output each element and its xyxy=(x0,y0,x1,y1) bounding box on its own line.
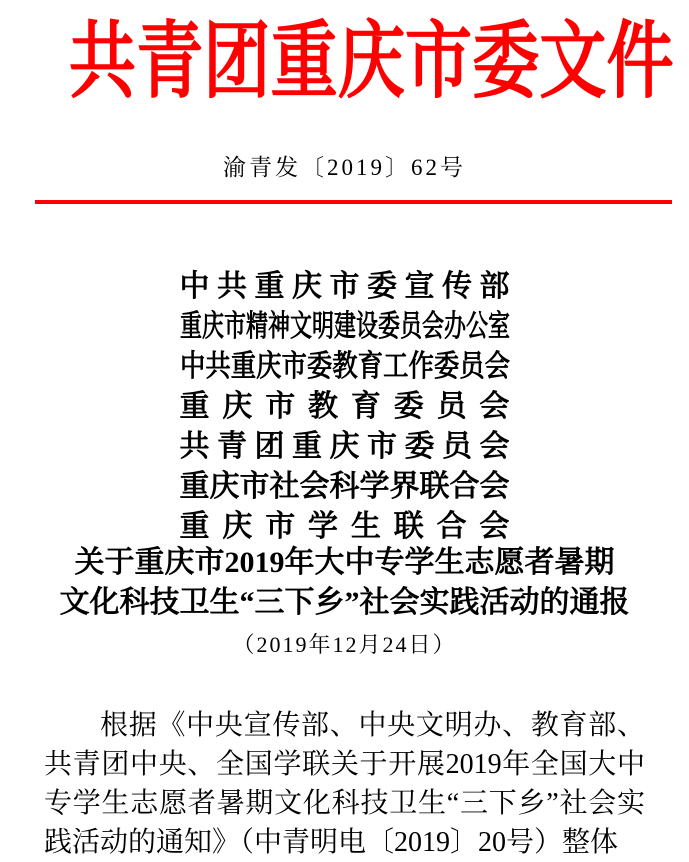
document-title-line-1: 关于重庆市2019年大中专学生志愿者暑期 xyxy=(74,546,615,579)
issuer-organization: 重 庆 市 社 会 科 学 界 联 合 会 xyxy=(179,470,510,503)
issuer-organization: 重 庆 市 学 生 联 合 会 xyxy=(179,510,510,543)
issuer-organization: 重 庆 市 教 育 委 员 会 xyxy=(179,390,510,423)
issuer-organization: 共 青 团 重 庆 市 委 员 会 xyxy=(179,430,510,463)
red-letterhead-title: 共青团重庆市委文件 xyxy=(68,16,674,109)
issuer-organization: 重 庆 市 精 神 文 明 建 设 委 员 会 办 公 室 xyxy=(179,310,510,343)
official-document-page xyxy=(0,14,689,858)
body-paragraph: 根据《中央宣传部、中央文明办、教育部、共青团中央、全国学联关于开展2019年全国大中专学生志愿者暑期文化科技卫生“三下乡”社会实践活动的通知》（中青明电〔2019〕20号）整体 xyxy=(44,710,645,858)
issuing-organizations xyxy=(0,263,689,543)
document-reference-number: 渝青发〔2019〕62号 xyxy=(223,155,466,180)
issuer-organization: 中 共 重 庆 市 委 教 育 工 作 委 员 会 xyxy=(179,350,510,383)
issuer-organization: 中 共 重 庆 市 委 宣 传 部 xyxy=(179,270,510,303)
red-divider-line xyxy=(35,200,672,204)
document-title xyxy=(0,543,689,623)
document-date: （2019年12月24日） xyxy=(232,632,457,657)
document-title-line-2: 文化科技卫生“三下乡”社会实践活动的通报 xyxy=(59,586,630,619)
